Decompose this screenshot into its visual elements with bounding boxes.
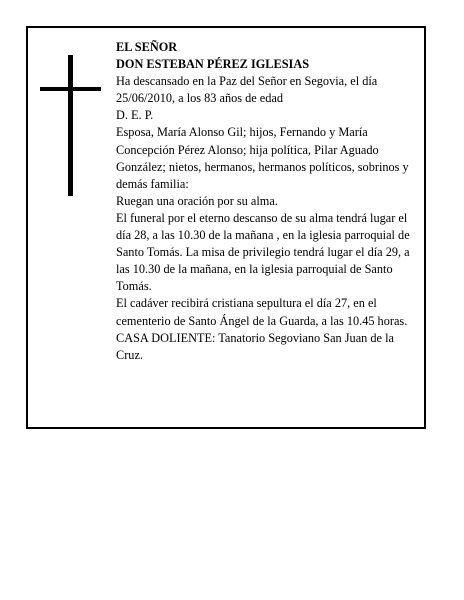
prayer-request: Ruegan una oración por su alma. — [116, 193, 278, 208]
deceased-name: DON ESTEBAN PÉREZ IGLESIAS — [116, 57, 310, 72]
funeral-details: El funeral por el eterno descanso de su alma tendrá lugar el día 28, a las 10.30 de la mañana , en la iglesia parroquial de Santo Tomás. La misa de privilegio tendrá lugar el día 29, a las 10.30 de la mañana, en la iglesia parroquial de Santo Tomás. — [116, 210, 410, 294]
deceased-honorific: EL SEÑOR — [116, 40, 178, 54]
burial-details: El cadáver recibirá cristiana sepultura el día 27, en el cementerio de Santo Ángel de la Guarda, a las 10.45 horas. — [116, 296, 408, 328]
death-announcement: Ha descansado en la Paz del Señor en Segovia, el día 25/06/2010, a los 83 años de edad — [116, 74, 378, 106]
obituary-text — [116, 39, 418, 364]
mourning-house: CASA DOLIENTE: Tanatorio Segoviano San Juan de la Cruz. — [116, 330, 394, 362]
rest-in-peace: D. E. P. — [116, 108, 154, 123]
cross-horizontal-bar — [40, 87, 101, 91]
family-members: Esposa, María Alonso Gil; hijos, Fernando y María Concepción Pérez Alonso; hija política, Pilar Aguado González; nietos, hermanos, hermanos políticos, sobrinos y demás familia: — [116, 125, 409, 191]
cross-vertical-bar — [68, 55, 73, 196]
obituary-notice-frame — [26, 26, 426, 429]
